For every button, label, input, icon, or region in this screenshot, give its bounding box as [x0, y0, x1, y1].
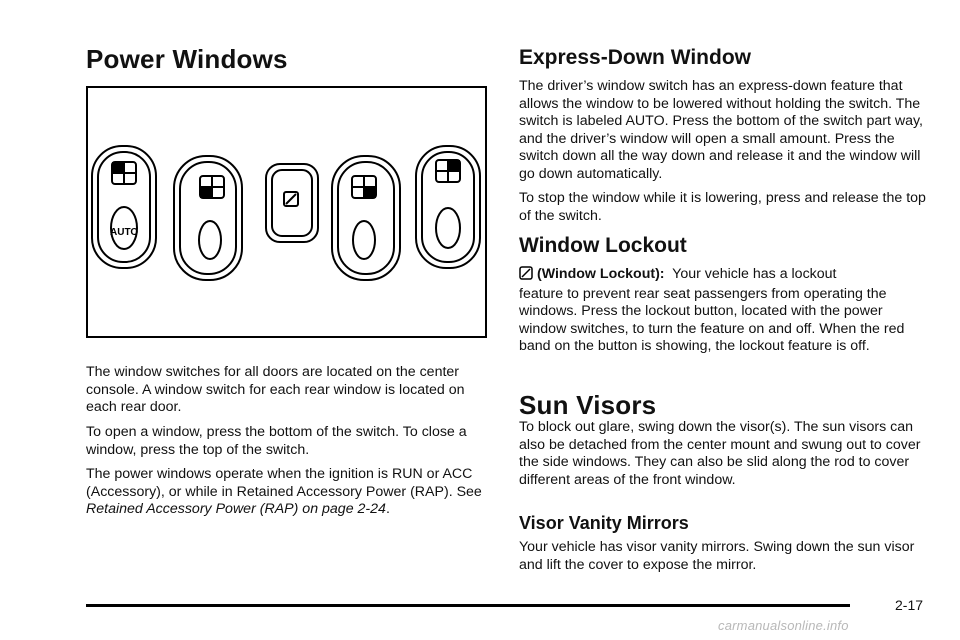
heading-sun-visors: Sun Visors: [519, 390, 657, 420]
window-switches-illustration: [88, 88, 485, 336]
watermark: carmanualsonline.info: [718, 618, 849, 633]
lockout-description: feature to prevent rear seat passengers from operating the windows. Press the lockout button, located with the power window switches, to turn the feature on and off. When the red band on the button is showing, the lockout feature is off.: [519, 285, 905, 355]
window-switches-figure: [86, 86, 487, 338]
paragraph-window-lockout: [519, 266, 931, 356]
rear-right-window-switch: [416, 146, 480, 268]
ignition-end: .: [385, 501, 390, 518]
paragraph-sun-visors: To block out glare, swing down the visor(s). The sun visors can also be detached from the center mount and swung out to cover the side windows. They can also be slid along the rod to cover different areas of the front window.: [519, 419, 921, 488]
ignition-text: The power windows operate when the ignition is RUN or ACC (Accessory), or while in Retained Accessory Power (RAP). See: [86, 466, 482, 500]
paragraph-stop-lowering: To stop the window while it is lowering, press and release the top of the switch.: [519, 190, 926, 224]
page-number: 2-17: [895, 597, 924, 613]
lockout-first-line: Your vehicle has a lockout: [672, 266, 837, 282]
window-lockout-icon: [519, 266, 533, 286]
heading-express-down: Express-Down Window: [519, 46, 751, 69]
paragraph-vanity-mirrors: Your vehicle has visor vanity mirrors. Swing down the sun visor and lift the cover to expose the mirror.: [519, 539, 915, 573]
passenger-window-switch: [174, 156, 242, 280]
driver-window-switch: [92, 146, 156, 268]
paragraph-express-down: The driver’s window switch has an express-down feature that allows the window to be lowered without holding the switch. The switch is labeled AUTO. Press the bottom of the switch part way, and the driver’s window will open a small amount. Press the switch down all the way down and release it and the window will go down automatically.: [519, 78, 923, 182]
auto-label: AUTO: [110, 227, 139, 238]
rap-page-reference: Retained Accessory Power (RAP) on page 2-24: [86, 501, 386, 518]
heading-window-lockout: Window Lockout: [519, 234, 687, 257]
paragraph-ignition: [86, 466, 490, 519]
window-lockout-label: (Window Lockout):: [537, 266, 665, 282]
heading-power-windows: Power Windows: [86, 44, 288, 74]
window-lockout-button: [266, 164, 318, 242]
paragraph-switch-location: The window switches for all doors are located on the center console. A window switch for each rear window is located on each rear door.: [86, 364, 465, 416]
paragraph-open-close: To open a window, press the bottom of the switch. To close a window, press the top of the switch.: [86, 424, 467, 458]
footer-rule: [86, 604, 850, 607]
heading-visor-vanity-mirrors: Visor Vanity Mirrors: [519, 513, 689, 533]
rear-left-window-switch: [332, 156, 400, 280]
